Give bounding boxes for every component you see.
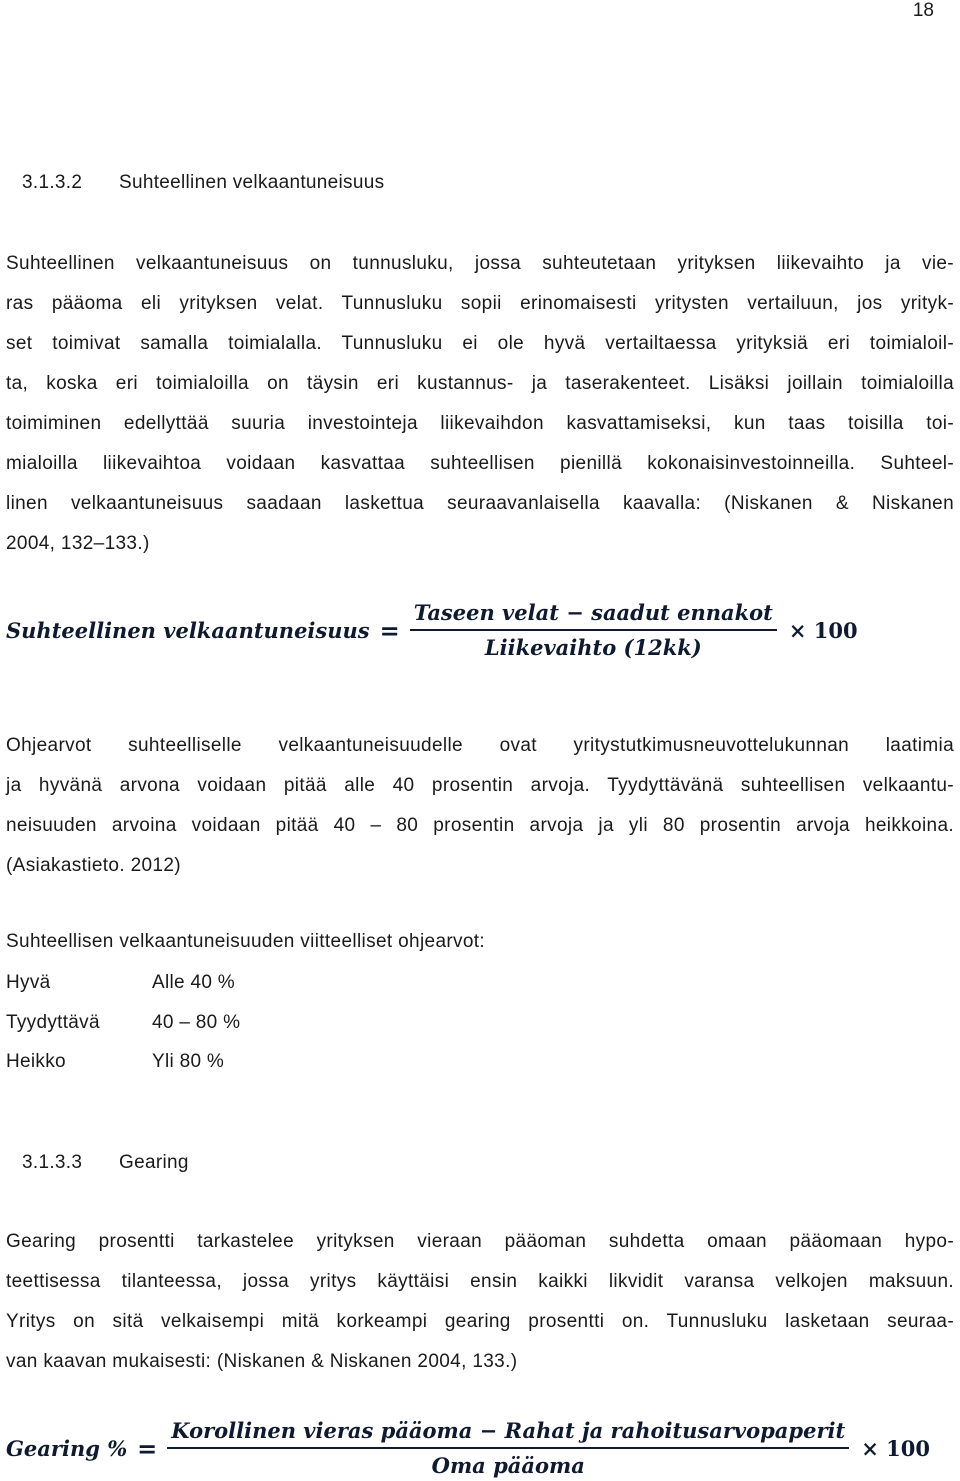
rating-label: Heikko [6, 1051, 66, 1072]
page-number: 18 [912, 0, 934, 21]
formula-multiplier: × 100 [861, 1435, 930, 1461]
rating-value: 40 – 80 % [152, 1012, 241, 1033]
section-number: 3.1.3.3 [22, 1152, 83, 1173]
text-line: ras pääoma eli yrityksen velat. Tunnusluku sopii erinomaisesti yritysten vertailuun, jos yrityk- [6, 293, 954, 314]
rating-label: Hyvä [6, 972, 51, 993]
section-heading-3-1-3-3 [22, 1152, 189, 1174]
formula-fraction [410, 600, 777, 660]
formula-equals: = [137, 1433, 158, 1463]
formula-numerator: Korollinen vieras pääoma − Rahat ja rahoitusarvopaperit [171, 1418, 846, 1443]
formula-equals: = [379, 615, 400, 645]
text-line: Yritys on sitä velkaisempi mitä korkeampi gearing prosentti on. Tunnusluku lasketaan seuraa- [6, 1311, 954, 1332]
text-line: ja hyvänä arvona voidaan pitää alle 40 prosentin arvoja. Tyydyttävänä suhteellisen velkaantu- [6, 775, 954, 796]
rating-value: Alle 40 % [152, 972, 235, 993]
formula-multiplier: × 100 [788, 617, 858, 643]
formula-fraction [167, 1418, 849, 1478]
table-title: Suhteellisen velkaantuneisuuden viitteelliset ohjearvot: [6, 931, 486, 952]
fraction-bar [167, 1447, 849, 1449]
text-line: (Asiakastieto. 2012) [6, 855, 181, 876]
text-line: Suhteellinen velkaantuneisuus on tunnusluku, jossa suhteutetaan yrityksen liikevaihto ja vie- [6, 253, 954, 274]
formula-lhs: Gearing % [6, 1435, 128, 1461]
paragraph-reference-values [6, 726, 954, 886]
fraction-bar [410, 629, 777, 631]
table-row [6, 1051, 224, 1073]
rating-value: Yli 80 % [152, 1051, 225, 1072]
text-line: 2004, 132–133.) [6, 533, 150, 554]
rating-label: Tyydyttävä [6, 1012, 100, 1033]
formula-relative-indebtedness [6, 600, 858, 660]
text-line: Gearing prosentti tarkastelee yrityksen vieraan pääoman suhdetta omaan pääomaan hypo- [6, 1231, 954, 1252]
text-line: Ohjearvot suhteelliselle velkaantuneisuudelle ovat yritystutkimusneuvottelukunnan laatimia [6, 735, 954, 756]
text-line: toimiminen edellyttää suuria investointeja liikevaihdon kasvattamiseksi, kun taas toisilla toi- [6, 413, 954, 434]
formula-numerator: Taseen velat − saadut ennakot [413, 600, 773, 625]
text-line: set toimivat samalla toimialalla. Tunnusluku ei ole hyvä vertailtaessa yrityksiä eri toimialoil- [6, 333, 954, 354]
table-row [6, 972, 235, 994]
table-row [6, 1012, 240, 1034]
text-line: linen velkaantuneisuus saadaan laskettua seuraavanlaisella kaavalla: (Niskanen & Niskanen [6, 493, 954, 514]
formula-gearing [6, 1418, 930, 1478]
paragraph-relative-indebtedness [6, 244, 954, 564]
text-line: neisuuden arvoina voidaan pitää 40 – 80 prosentin arvoja ja yli 80 prosentin arvoja heikkoina. [6, 815, 954, 836]
text-line: ta, koska eri toimialoilla on täysin eri kustannus- ja taserakenteet. Lisäksi joillain toimialoilla [6, 373, 954, 394]
text-line: teettisessa tilanteessa, jossa yritys käyttäisi ensin kaikki likvidit varansa velkojen maksuun. [6, 1271, 954, 1292]
formula-denominator: Oma pääoma [431, 1453, 585, 1478]
text-line: mialoilla liikevaihtoa voidaan kasvattaa suhteellisen pienillä kokonaisinvestoinneilla. Suhteel- [6, 453, 954, 474]
section-title: Suhteellinen velkaantuneisuus [119, 172, 385, 193]
section-heading-3-1-3-2 [22, 172, 384, 194]
paragraph-gearing [6, 1222, 954, 1382]
section-number: 3.1.3.2 [22, 172, 83, 193]
formula-denominator: Liikevaihto (12kk) [484, 635, 702, 660]
formula-lhs: Suhteellinen velkaantuneisuus [6, 617, 370, 643]
section-title: Gearing [119, 1152, 189, 1173]
text-line: van kaavan mukaisesti: (Niskanen & Niskanen 2004, 133.) [6, 1351, 518, 1372]
